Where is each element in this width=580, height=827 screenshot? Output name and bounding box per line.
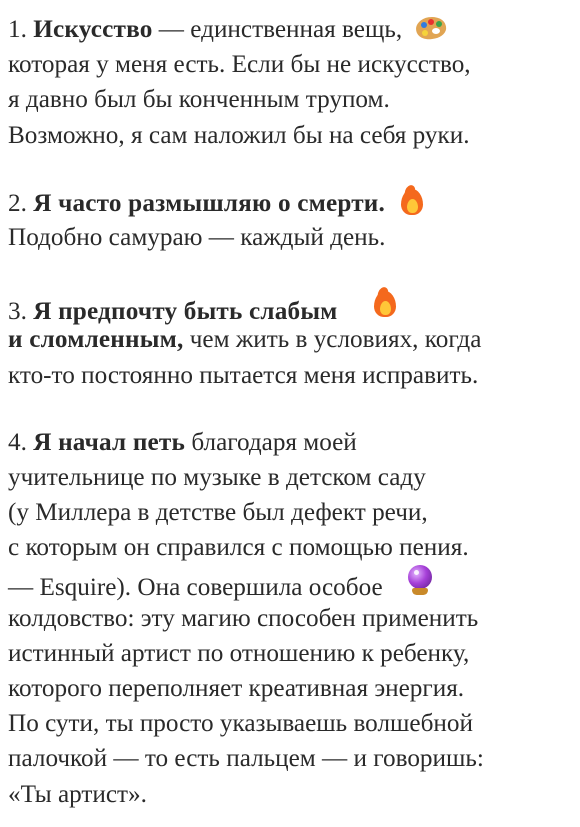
bold-phrase: и сломленным, <box>8 326 184 354</box>
text-line <box>8 322 570 357</box>
quote-item-4 <box>8 425 570 812</box>
fire-icon <box>399 185 425 215</box>
text-line: Возможно, я сам наложил бы на себя руки. <box>8 121 470 149</box>
text-line: Подобно самураю — каждый день. <box>8 223 386 251</box>
bold-phrase: Искусство <box>33 16 153 43</box>
quote-item-2 <box>8 185 570 255</box>
quote-item-1 <box>8 12 570 153</box>
bold-phrase: Я предпочту быть слабым <box>33 298 338 326</box>
text-line <box>8 287 570 326</box>
fire-icon <box>372 287 398 317</box>
text-line: кто-то постоянно пытается меня исправить. <box>8 361 479 389</box>
quote-item-3 <box>8 287 570 393</box>
item-number: 1. <box>8 16 27 43</box>
text-line: которого переполняет креативная энергия. <box>8 675 465 702</box>
text-line: которая у меня есть. Если бы не искусство, <box>8 51 471 79</box>
text-line: я давно был бы конченным трупом. <box>8 86 390 114</box>
item-number: 4. <box>8 428 27 456</box>
palette-icon <box>416 15 448 41</box>
text-line <box>8 565 570 600</box>
bold-phrase: Я начал петь <box>33 428 186 456</box>
text-line: истинный артист по отношению к ребенку, <box>8 639 470 667</box>
line-text: благодаря моей <box>185 428 357 456</box>
text-line: По сути, ты просто указываешь волшебной <box>8 710 473 738</box>
line-text: — Esquire). Она совершила особое <box>8 574 383 602</box>
quote-list <box>8 12 570 812</box>
text-line <box>8 425 570 460</box>
item-number: 3. <box>8 298 27 326</box>
text-line: (у Миллера в детстве был дефект речи, <box>8 499 428 527</box>
item-number: 2. <box>8 189 27 217</box>
text-line <box>8 12 570 47</box>
text-line <box>8 185 570 220</box>
line-text: — единственная вещь, <box>152 16 403 43</box>
text-line: «Ты артист». <box>8 780 147 808</box>
bold-phrase: Я часто размышляю о смерти. <box>33 189 386 217</box>
text-line: палочкой — то есть пальцем — и говоришь: <box>8 745 484 773</box>
text-line: с которым он справился с помощью пения. <box>8 534 469 562</box>
line-text: чем жить в условиях, когда <box>183 326 482 354</box>
text-line: колдовство: эту магию способен применить <box>8 604 479 632</box>
text-line: учительнице по музыке в детском саду <box>8 463 426 491</box>
crystal-ball-icon <box>407 565 433 597</box>
